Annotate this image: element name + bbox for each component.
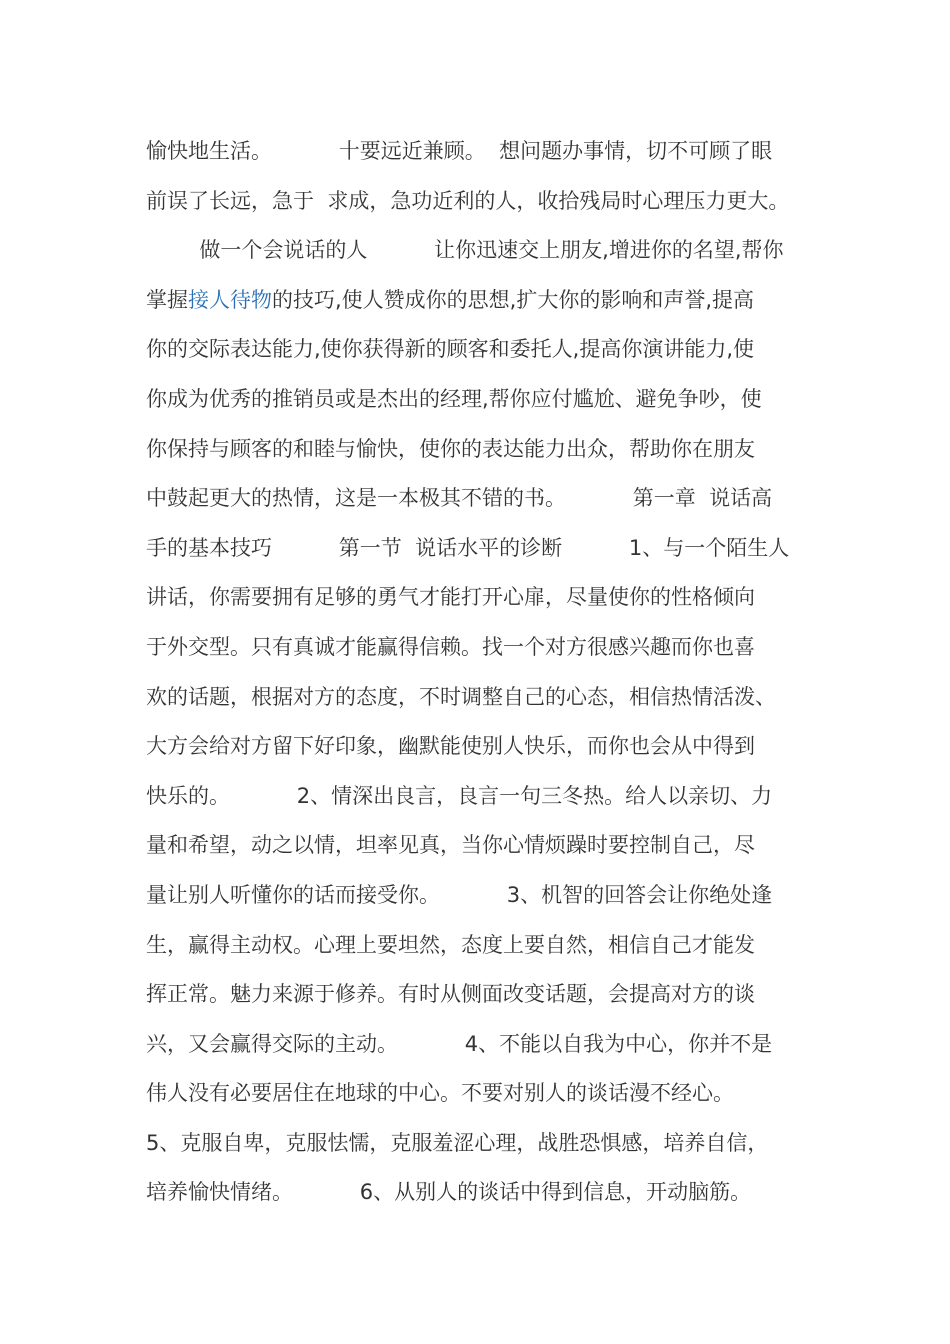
text-line: 量和希望，动之以情，坦率见真，当你心情烦躁时要控制自己，尽	[146, 833, 755, 858]
text-line: 讲话，你需要拥有足够的勇气才能打开心扉，尽量使你的性格倾向	[146, 585, 755, 610]
text-line: 前误了长远，急于 求成，急功近利的人，收拾残局时心理压力更大。	[146, 188, 790, 213]
text-line: 量让别人听懂你的话而接受你。 3、机智的回答会让你绝处逢	[146, 882, 773, 907]
text-line: 你保持与顾客的和睦与愉快，使你的表达能力出众，帮助你在朋友	[146, 436, 755, 461]
body-text	[146, 127, 826, 1218]
text-segment: 的技巧,使人赞成你的思想,扩大你的影响和声誉,提高	[272, 287, 755, 312]
text-line: 中鼓起更大的热情，这是一本极其不错的书。 第一章 说话高	[146, 486, 773, 511]
text-line: 做一个会说话的人 让你迅速交上朋友,增进你的名望,帮你	[146, 238, 784, 263]
text-line: 伟人没有必要居住在地球的中心。不要对别人的谈话漫不经心。	[146, 1081, 734, 1106]
text-line: 大方会给对方留下好印象，幽默能使别人快乐，而你也会从中得到	[146, 734, 755, 759]
text-line: 手的基本技巧 第一节 说话水平的诊断 1、与一个陌生人	[146, 535, 790, 560]
text-line: 培养愉快情绪。 6、从别人的谈话中得到信息，开动脑筋。	[146, 1180, 752, 1205]
text-line: 于外交型。只有真诚才能赢得信赖。找一个对方很感兴趣而你也喜	[146, 634, 755, 659]
keyword-link[interactable]: 接人待物	[188, 287, 272, 312]
text-line: 挥正常。魅力来源于修养。有时从侧面改变话题，会提高对方的谈	[146, 982, 755, 1007]
text-line	[146, 276, 826, 326]
text-line: 欢的话题，根据对方的态度，不时调整自己的心态，相信热情活泼、	[146, 684, 776, 709]
text-line: 愉快地生活。 十要远近兼顾。 想问题办事情，切不可顾了眼	[146, 139, 773, 163]
text-line: 生，赢得主动权。心理上要坦然，态度上要自然，相信自己才能发	[146, 932, 755, 957]
text-line: 5、克服自卑，克服怯懦，克服羞涩心理，战胜恐惧感，培养自信，	[146, 1130, 769, 1155]
text-line: 兴，又会赢得交际的主动。 4、不能以自我为中心，你并不是	[146, 1031, 773, 1056]
text-line: 你成为优秀的推销员或是杰出的经理,帮你应付尴尬、避免争吵，使	[146, 386, 762, 411]
text-segment: 掌握	[146, 287, 188, 312]
text-line: 快乐的。 2、情深出良言，良言一句三冬热。给人以亲切、力	[146, 783, 773, 808]
text-line: 你的交际表达能力,使你获得新的顾客和委托人,提高你演讲能力,使	[146, 337, 755, 362]
